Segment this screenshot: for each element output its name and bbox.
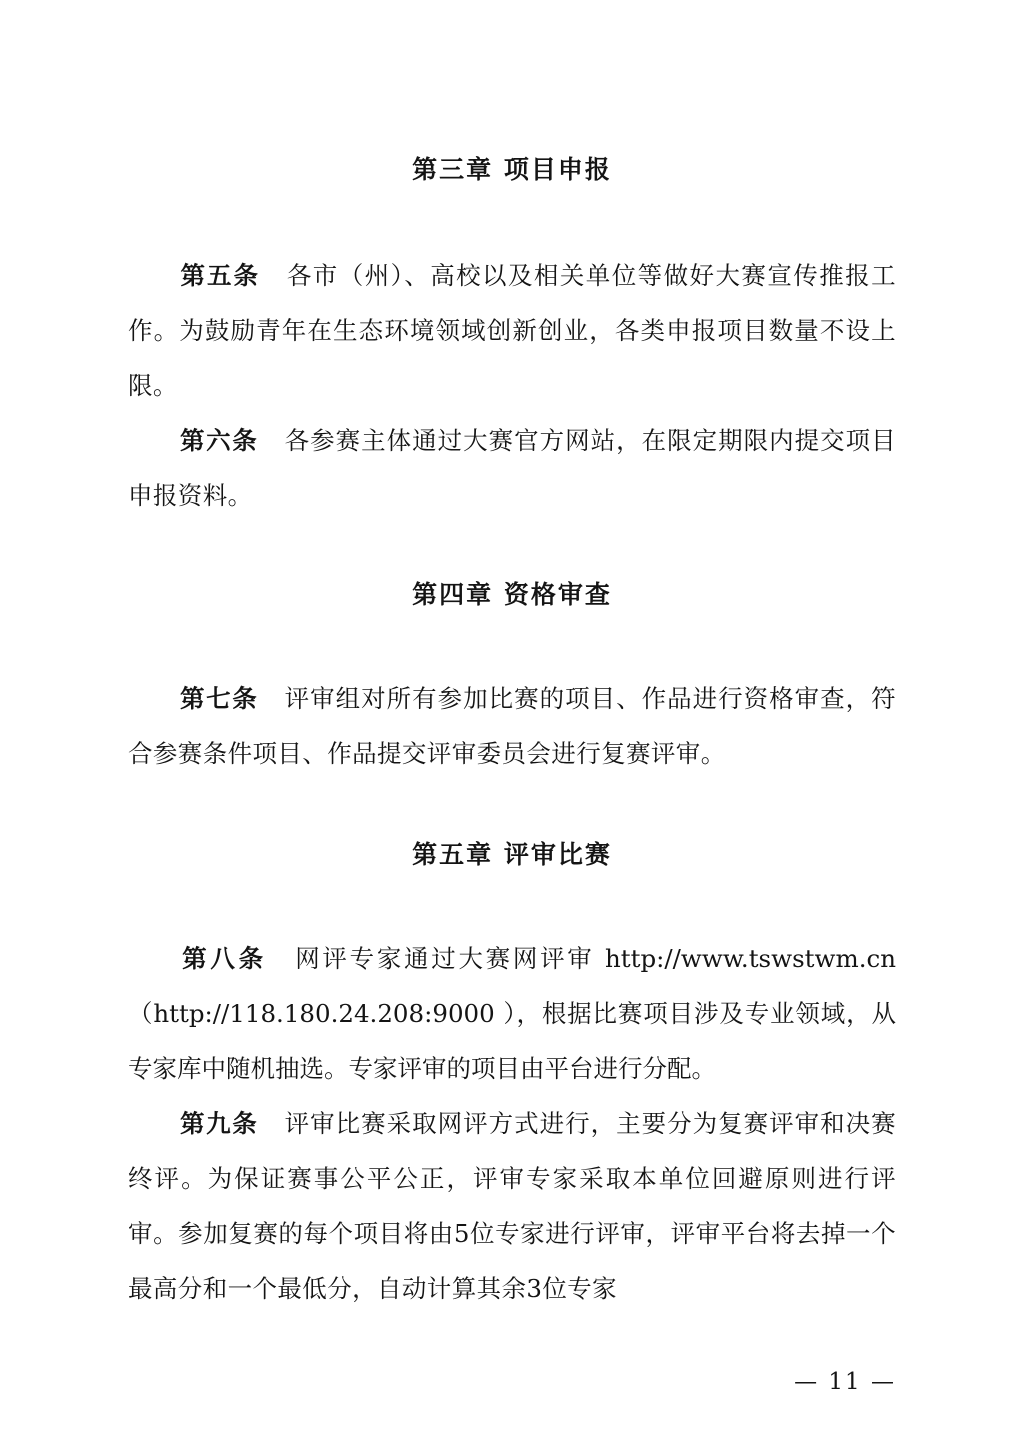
page-footer: — 11 —	[794, 1369, 896, 1395]
article-text-5: 各市（州）、高校以及相关单位等做好大赛宣传推报工作。为鼓励青年在生态环境领域创新创业，各类申报项目数量不设上限。	[128, 261, 896, 400]
spacer	[128, 875, 896, 931]
paragraph-article-5	[128, 248, 896, 413]
chapter-heading-5: 第五章 评审比赛	[412, 840, 612, 869]
article-label-8: 第八条	[179, 944, 267, 973]
chapter-heading-3: 第三章 项目申报	[412, 155, 612, 184]
paragraph-article-8	[128, 931, 896, 1096]
article-text-6: 各参赛主体通过大赛官方网站，在限定期限内提交项目申报资料。	[128, 426, 896, 510]
spacer	[128, 523, 896, 575]
spacer	[128, 781, 896, 835]
article-label-7: 第七条	[179, 684, 259, 713]
chapter-heading-4: 第四章 资格审查	[412, 580, 612, 609]
paragraph-article-6	[128, 413, 896, 523]
spacer	[128, 190, 896, 248]
article-text-8: 网评专家通过大赛网评审 http://www.tswstwm.cn（http://118.180.24.208:9000 ），根据比赛项目涉及专业领域，从专家库中随机抽选。专家评审的项目由平台进行分配。	[128, 944, 897, 1083]
article-label-5: 第五条	[179, 261, 261, 290]
article-label-6: 第六条	[179, 426, 259, 455]
paragraph-article-9	[128, 1096, 896, 1316]
article-text-9: 评审比赛采取网评方式进行，主要分为复赛评审和决赛终评。为保证赛事公平公正，评审专家采取本单位回避原则进行评审。参加复赛的每个项目将由5位专家进行评审，评审平台将去掉一个最高分和一个最低分，自动计算其余3位专家	[128, 1109, 896, 1303]
article-label-9: 第九条	[179, 1109, 259, 1138]
spacer	[128, 615, 896, 671]
article-text-7: 评审组对所有参加比赛的项目、作品进行资格审查，符合参赛条件项目、作品提交评审委员会进行复赛评审。	[128, 684, 896, 768]
paragraph-article-7	[128, 671, 896, 781]
